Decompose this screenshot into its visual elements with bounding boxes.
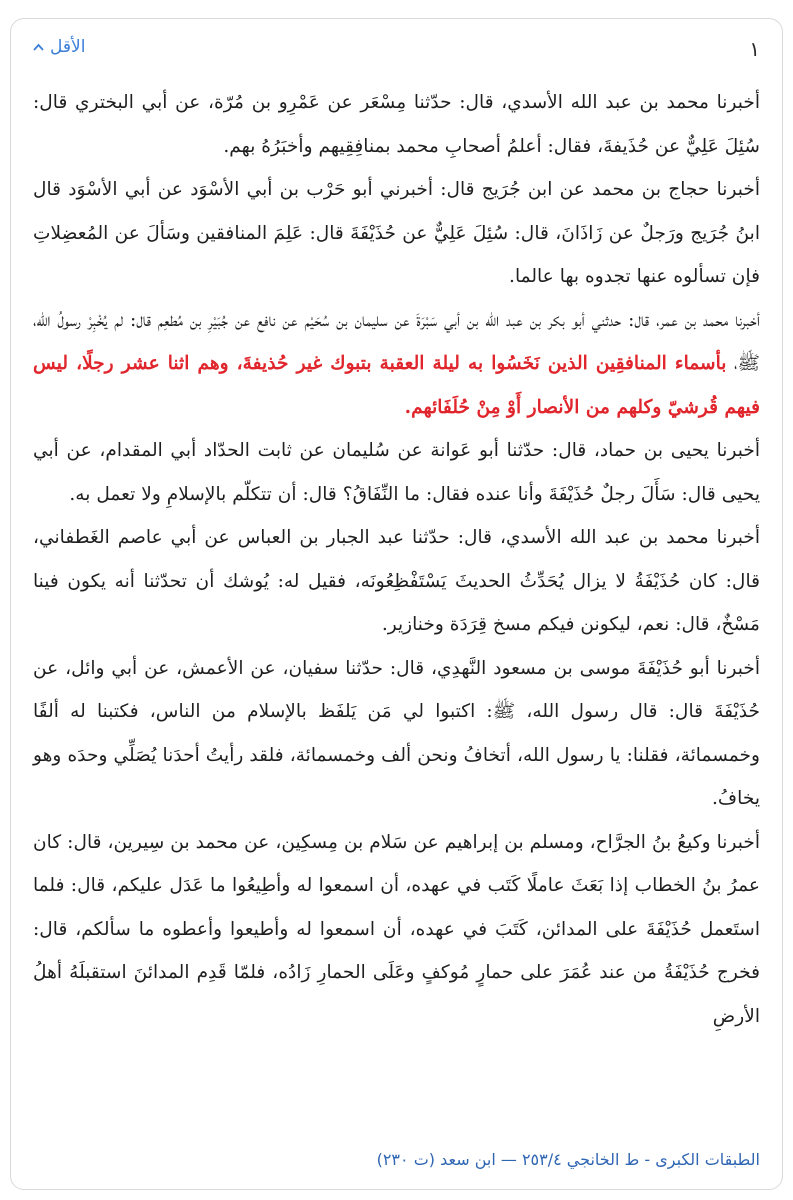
narration-3-text: أخبرنا محمد بن عمر، قال: حدثني أبو بكر بن عبد الله بن أبي سَبْرَةَ عن سليمان بن سُحَيْم عن نافع عن جُبَيْرِ بن مُطعِم قال: لم يُخْبِرْ رسولُ الله، ﷺ، bbox=[33, 309, 760, 374]
highlighted-text: بأسماء المنافقِين الذين نَخَسُوا به ليلة العقبة بتبوك غير حُذيفةَ، وهم اثنا عشر رجلًا، ليس فيهم قُرشيّ وكلهم من الأنصار أَوْ مِنْ حُلَفَائهم. bbox=[33, 353, 760, 418]
narration-6: أخبرنا أبو حُذَيْفَةَ موسى بن مسعود النَّهدِي، قال: حدّثنا سفيان، عن الأعمش، عن أبي وائل، عن حُذَيْفَةَ قال: قال رسول الله، ﷺ: اكتبوا لي مَن يَلفَظ بالإسلام من الناس، فكتبنا له ألفًا وخمسمائة، فقلنا: يا رسول الله، أتخافُ ونحن ألف وخمسمائة، فلقد رأيتُ أحدَنا يُصَلِّي وحدَه وهو يخافُ. bbox=[33, 657, 760, 809]
narration-4: أخبرنا يحيى بن حماد، قال: حدّثنا أبو عَوانة عن سُليمان عن ثابت الحدّاد أبي المقدام، عن أبي يحيى قال: سَأَلَ رجلٌ حُذَيْفَةَ وأنا عنده فقال: ما النِّفَاقُ؟ قال: أن تتكلّم بالإسلامِ ولا تعمل به. bbox=[33, 440, 760, 505]
page-number: ١ bbox=[749, 37, 760, 61]
narration-5: أخبرنا محمد بن عبد الله الأسدي، قال: حدّثنا عبد الجبار بن العباس عن أبي عاصم الغَطفاني، قال: كان حُذَيْفَةُ لا يزال يُحَدِّثُ الحديثَ يَسْتَفْظِعُونَه، فقيل له: يُوشك أن تحدّثنا أنه يكون فينا مَسْخٌ، قال: نعم، ليكونن فيكم مسخ قِرَدَة وخنازير. bbox=[33, 527, 760, 635]
chevron-up-icon bbox=[33, 41, 44, 54]
card-header bbox=[33, 37, 760, 67]
narration-2: أخبرنا حجاج بن محمد عن ابن جُرَيج قال: أخبرني أبو حَرْب بن أبي الأسْوَد عن أبي الأسْوَد قال ابنُ جُرَيج ورَجلٌ عن زَاذَانَ، قال: سُئِلَ عَلِيٌّ عن حُذَيْفَةَ قال: عَلِمَ المنافقين وسَألَ عن المُعضِلاتِ فإن تسألوه عنها تجدوه بها عالما. bbox=[33, 179, 760, 287]
show-less-button[interactable] bbox=[33, 37, 85, 57]
narration-3 bbox=[33, 299, 760, 430]
document-card bbox=[10, 18, 783, 1190]
narration-7: أخبرنا وكيعُ بنُ الجرَّاح، ومسلم بن إبراهيم عن سَلام بن مِسكِين، عن محمد بن سِيرين، قال: كان عمرُ بنُ الخطاب إذا بَعَثَ عاملًا كَتَب في عهده، أن اسمعوا له وأطِيعُوا ما عَدَل عليكم، قال: فلما استَعمل حُذَيْفَةَ على المدائن، كَتَبَ في عهده، أن اسمعوا له وأطيعوا وأعطوه ما سألكم، قال: فخرج حُذَيْفَةُ من عند عُمَرَ على حمارٍ مُوكفٍ وعَلَى الحمارِ زَادُه، فلمّا قَدِم المدائنَ استقبلَهُ أهلُ الأرضِ bbox=[33, 831, 760, 1027]
show-less-label: الأقل bbox=[50, 37, 86, 57]
source-citation-link[interactable]: الطبقات الكبرى - ط الخانجي ٢٥٣/٤ — ابن سعد (ت ٢٣٠) bbox=[376, 1150, 760, 1169]
narration-1: أخبرنا محمد بن عبد الله الأسدي، قال: حدّثنا مِسْعَر عن عَمْرِو بن مُرّة، عن أبي البختري قال: سُئِلَ عَلِيٌّ عن حُذَيفةَ، فقال: أعلمُ أصحابِ محمد بمنافِقِيهم وأخبَرُهُ بهم. bbox=[33, 92, 760, 157]
hadith-text bbox=[33, 81, 760, 1038]
